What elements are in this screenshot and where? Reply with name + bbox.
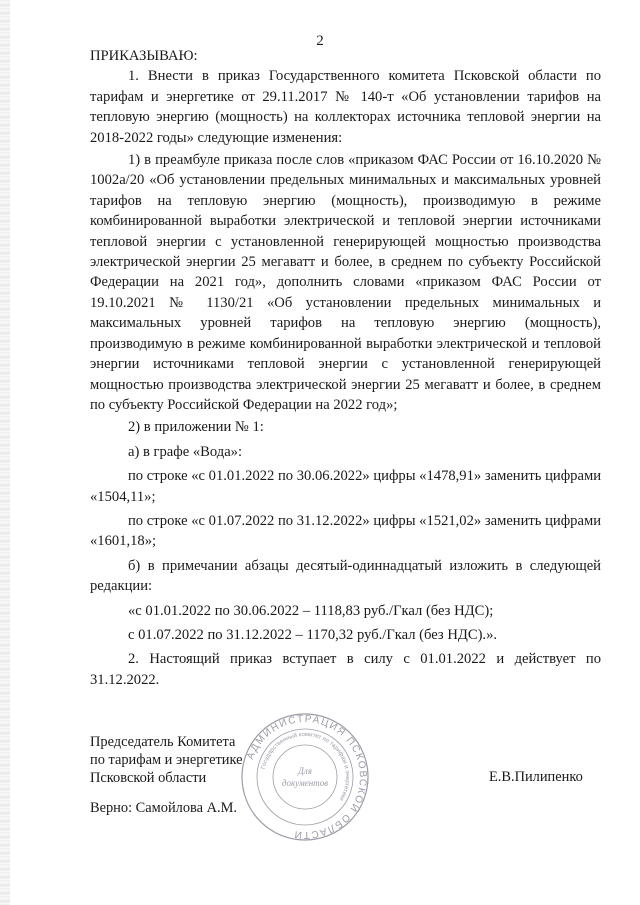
position-line-1: Председатель Комитета — [90, 734, 236, 750]
verified-copy-note: Верно: Самойлова А.М. — [90, 800, 238, 816]
paragraph-4: а) в графе «Вода»: — [128, 443, 243, 460]
heading: ПРИКАЗЫВАЮ: — [90, 48, 198, 64]
paragraph-3: 2) в приложении № 1: — [128, 419, 264, 436]
position-line-3: Псковской области — [90, 770, 207, 786]
signatory-name: Е.В.Пилипенко — [489, 769, 583, 785]
stamp-outer-text: АДМИНИСТРАЦИЯ ПСКОВСКОЙ ОБЛАСТИ — [245, 713, 369, 841]
paragraph-1: 1. Внести в приказ Государственного комитета Псковской области по тарифам и энергетике от 29.11.2017 № 140-т «Об установлении тарифов на тепловую энергию (мощность) на коллекторах источника тепловой энергии на 2018-2022 годы» следующие изменения: — [90, 68, 601, 146]
stamp-center-line-1: Для — [298, 766, 312, 776]
paragraph-10: 2. Настоящий приказ вступает в силу с 01.01.2022 и действует по 31.12.2022. — [90, 651, 601, 688]
signature-position — [90, 733, 243, 787]
page-number: 2 — [316, 33, 324, 49]
paragraph-8: «с 01.01.2022 по 30.06.2022 – 1118,83 руб./Гкал (без НДС); — [128, 602, 494, 619]
paragraph-7: б) в примечании абзацы десятый-одиннадцатый изложить в следующей редакции: — [90, 557, 601, 595]
document-body — [90, 46, 601, 690]
paragraph-5: по строке «с 01.01.2022 по 30.06.2022» цифры «1478,91» заменить цифрами «1504,11»; — [90, 468, 601, 505]
scan-edge — [0, 0, 10, 905]
paragraph-2: 1) в преамбуле приказа после слов «приказом ФАС России от 16.10.2020 № 1002а/20 «Об установлении предельных минимальных и максимальных уровней тарифов на тепловую энергию (мощность), производимую в режиме комбинированной выработки электрической и тепловой энергии источниками тепловой энергии с установленной генерирующей мощностью производства электрической энергии 25 мегаватт и более, в среднем по субъекту Российской Федерации на 2021 год», дополнить словами «приказом ФАС России от 19.10.2021 № 1130/21 «Об установлении предельных минимальных и максимальных уровней тарифов на тепловую энергию (мощность), производимую в режиме комбинированной выработки электрической и тепловой энергии источниками тепловой энергии с установленной генерирующей мощностью производства электрической энергии 25 мегаватт и более, в среднем по субъекту Российской Федерации на 2022 год»; — [90, 152, 601, 413]
stamp-inner-text: Государственный комитет по тарифам и энергетике — [260, 731, 351, 802]
official-stamp — [240, 712, 370, 842]
position-line-2: по тарифам и энергетике — [90, 752, 243, 768]
stamp-center-line-2: документов — [281, 778, 329, 788]
paragraph-6: по строке «с 01.07.2022 по 31.12.2022» цифры «1521,02» заменить цифрами «1601,18»; — [90, 512, 601, 550]
paragraph-9: с 01.07.2022 по 31.12.2022 – 1170,32 руб./Гкал (без НДС).». — [128, 626, 498, 643]
